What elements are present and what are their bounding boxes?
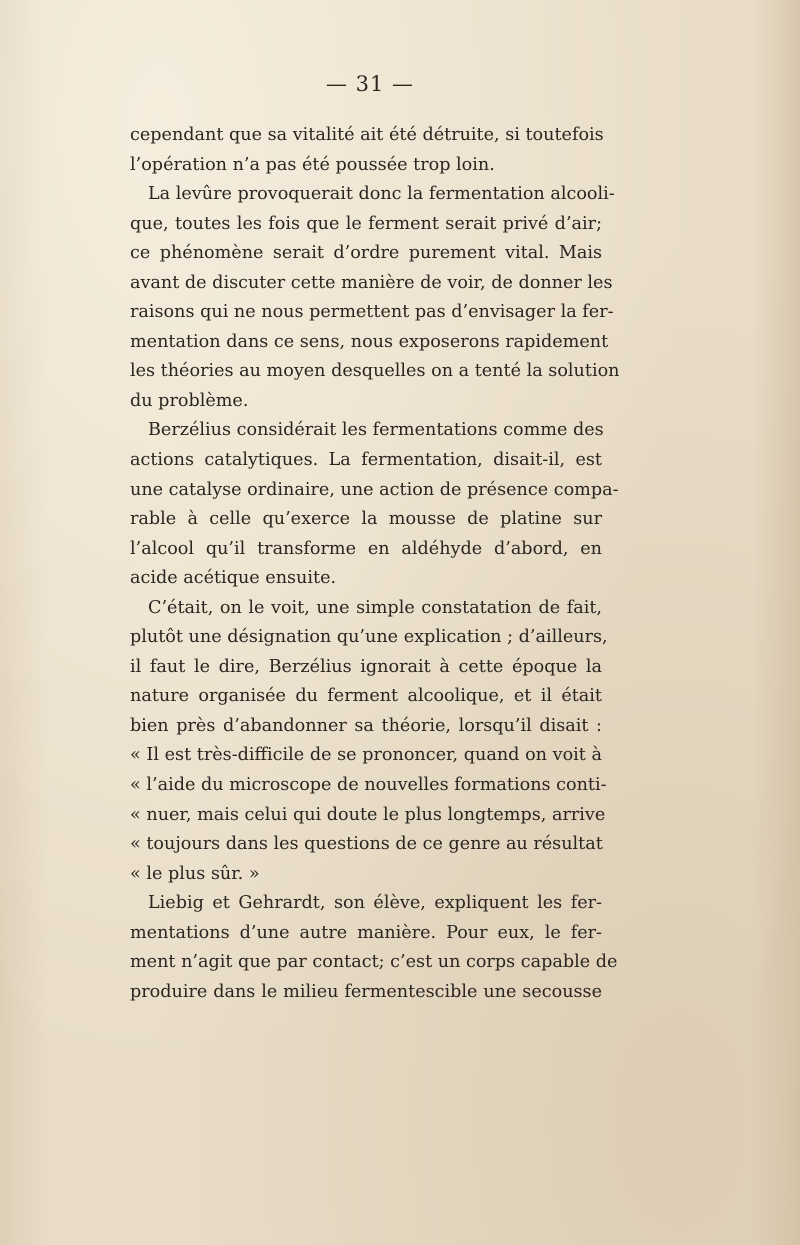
text-line: La levûre provoquerait donc la fermentation alcooli-	[148, 184, 615, 205]
text-line: ment n’agit que par contact; c’est un corps capable de	[130, 952, 618, 973]
text-line: du problème.	[130, 390, 249, 411]
text-line: « Il est très-difficile de se prononcer, quand on voit à	[130, 745, 602, 766]
text-line: Liebig et Gehrardt, son élève, expliquent les fer-	[148, 893, 602, 914]
text-line: une catalyse ordinaire, une action de présence compa-	[130, 479, 619, 500]
text-line: il faut le dire, Berzélius ignorait à cette époque la	[130, 656, 602, 677]
page-number: — 31 —	[325, 72, 415, 96]
text-line: rable à celle qu’exerce la mousse de platine sur	[130, 509, 602, 530]
text-line: raisons qui ne nous permettent pas d’envisager la fer-	[130, 302, 614, 323]
text-line: avant de discuter cette manière de voir, de donner les	[130, 272, 613, 293]
text-line: « toujours dans les questions de ce genre au résultat	[130, 834, 603, 855]
text-line: « l’aide du microscope de nouvelles formations conti-	[130, 775, 607, 796]
text-line: mentation dans ce sens, nous exposerons rapidement	[130, 331, 609, 352]
text-line: produire dans le milieu fermentescible une secousse	[130, 981, 602, 1002]
text-line: que, toutes les fois que le ferment serait privé d’air;	[130, 213, 602, 234]
text-line: cependant que sa vitalité ait été détruite, si toutefois	[130, 125, 604, 145]
text-line: « le plus sûr. »	[130, 863, 260, 884]
text-line: C’était, on le voit, une simple constatation de fait,	[148, 597, 602, 618]
text-line: l’opération n’a pas été poussée trop loin.	[130, 154, 495, 175]
text-line: les théories au moyen desquelles on a tenté la solution	[130, 361, 620, 382]
text-line: bien près d’abandonner sa théorie, lorsqu’il disait :	[130, 715, 602, 736]
text-line: acide acétique ensuite.	[130, 568, 337, 589]
text-line: Berzélius considérait les fermentations comme des	[148, 420, 604, 441]
text-line: plutôt une désignation qu’une explication ; d’ailleurs,	[130, 627, 608, 648]
body-text	[130, 121, 620, 1007]
text-line: actions catalytiques. La fermentation, disait-il, est	[130, 450, 602, 471]
text-line: ce phénomène serait d’ordre purement vital. Mais	[130, 243, 602, 264]
text-line: nature organisée du ferment alcoolique, et il était	[130, 686, 602, 707]
text-line: « nuer, mais celui qui doute le plus longtemps, arrive	[130, 804, 606, 825]
text-line: mentations d’une autre manière. Pour eux, le fer-	[130, 922, 602, 943]
text-line: l’alcool qu’il transforme en aldéhyde d’abord, en	[130, 538, 602, 559]
